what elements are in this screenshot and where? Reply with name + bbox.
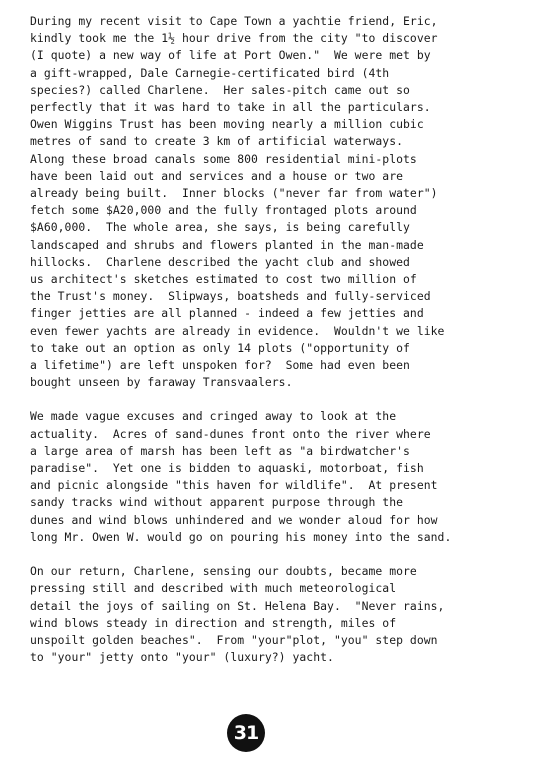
text-line: to take out an option as only 14 plots ("opportunity of bbox=[30, 340, 410, 355]
text-line: pressing still and described with much meteorological bbox=[30, 581, 397, 596]
text-line: bought unseen by faraway Transvaalers. bbox=[30, 375, 293, 390]
paragraph-sand-dunes bbox=[30, 408, 540, 546]
text-line: Along these broad canals some 800 residential mini-plots bbox=[30, 151, 417, 166]
paragraph-return-trip bbox=[30, 563, 540, 666]
text-line: have been laid out and services and a house or two are bbox=[30, 168, 404, 183]
text-line: landscaped and shrubs and flowers planted in the man-made bbox=[30, 237, 424, 252]
text-line: and picnic alongside "this haven for wildlife". At present bbox=[30, 478, 438, 493]
text-line: On our return, Charlene, sensing our doubts, became more bbox=[30, 564, 417, 579]
text-line: finger jetties are all planned - indeed a few jetties and bbox=[30, 306, 424, 321]
document-body bbox=[30, 13, 540, 666]
text-line: hillocks. Charlene described the yacht club and showed bbox=[30, 254, 410, 269]
page-number-badge: 31 bbox=[227, 714, 265, 752]
text-line: metres of sand to create 3 km of artificial waterways. bbox=[30, 134, 404, 149]
text-line: long Mr. Owen W. would go on pouring his money into the sand. bbox=[30, 529, 452, 544]
text-line: species?) called Charlene. Her sales-pitch came out so bbox=[30, 82, 410, 97]
text-line: paradise". Yet one is bidden to aquaski, motorboat, fish bbox=[30, 461, 424, 476]
text-line: During my recent visit to Cape Town a yachtie friend, Eric, bbox=[30, 14, 438, 28]
text-line: a lifetime") are left unspoken for? Some had even been bbox=[30, 358, 410, 373]
text-line: to "your" jetty onto "your" (luxury?) yacht. bbox=[30, 650, 334, 665]
text-line: a gift-wrapped, Dale Carnegie-certificated bird (4th bbox=[30, 65, 390, 80]
paragraph-gap bbox=[30, 546, 540, 563]
text-line: actuality. Acres of sand-dunes front onto the river where bbox=[30, 426, 431, 441]
text-line: us architect's sketches estimated to cost two million of bbox=[30, 272, 417, 287]
text-line: detail the joys of sailing on St. Helena Bay. "Never rains, bbox=[30, 598, 445, 613]
text-line: a large area of marsh has been left as "a birdwatcher's bbox=[30, 443, 410, 458]
text-line: even fewer yachts are already in evidence. Wouldn't we like bbox=[30, 323, 445, 338]
text-line: $A60,000. The whole area, she says, is being carefully bbox=[30, 220, 410, 235]
text-line: fetch some $A20,000 and the fully frontaged plots around bbox=[30, 203, 417, 218]
text-line: kindly took me the 1½ hour drive from the city "to discover bbox=[30, 31, 438, 46]
text-line: the Trust's money. Slipways, boatsheds and fully-serviced bbox=[30, 289, 431, 304]
text-line: unspoilt golden beaches". From "your"plot, "you" step down bbox=[30, 632, 438, 647]
paragraph-gap bbox=[30, 391, 540, 408]
paragraph-port-owen-visit bbox=[30, 13, 540, 391]
text-line: wind blows steady in direction and strength, miles of bbox=[30, 615, 397, 630]
text-line: We made vague excuses and cringed away to look at the bbox=[30, 409, 397, 424]
text-line: dunes and wind blows unhindered and we wonder aloud for how bbox=[30, 512, 438, 527]
text-line: Owen Wiggins Trust has been moving nearly a million cubic bbox=[30, 117, 424, 132]
text-line: perfectly that it was hard to take in all the particulars. bbox=[30, 100, 431, 115]
text-line: already being built. Inner blocks ("never far from water") bbox=[30, 186, 438, 201]
text-line: (I quote) a new way of life at Port Owen." We were met by bbox=[30, 48, 431, 63]
text-line: sandy tracks wind without apparent purpose through the bbox=[30, 495, 404, 510]
